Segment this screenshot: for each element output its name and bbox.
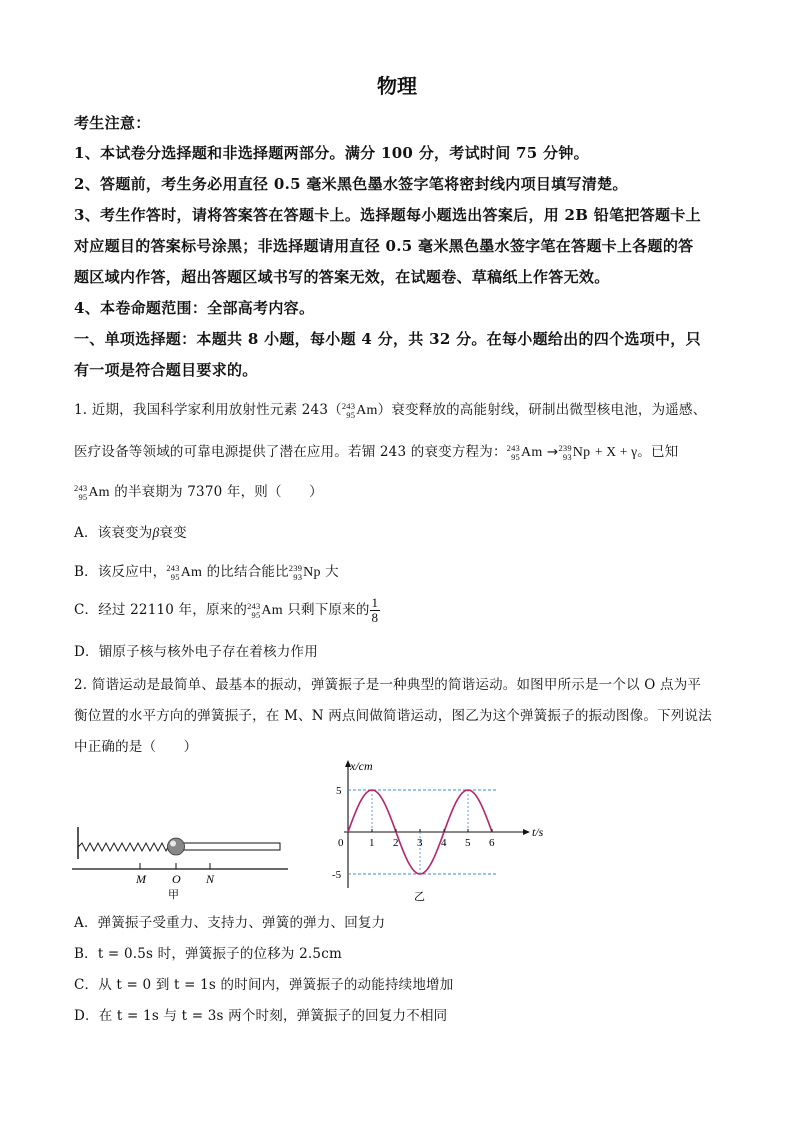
vibration-graph	[326, 756, 550, 906]
x-tick-label: 4	[441, 837, 447, 849]
label-N: N	[206, 872, 215, 886]
oscillator-ball	[168, 838, 185, 855]
caption-yi: 乙	[414, 890, 425, 903]
notice-item-3-cont1: 对应题目的答案标号涂黑；非选择题请用直径 0.5 毫米黑色墨水签字笔在答题卡上各题的答	[74, 237, 694, 255]
x-tick-label: 2	[393, 837, 399, 849]
np-nuclide: 239 93 Np	[558, 442, 591, 462]
spring	[78, 843, 174, 851]
y-axis-label: x/cm	[350, 759, 373, 773]
q1-option-c: C．经过 22110 年，原来的 243 95 Am 只剩下原来的 $\frac{1}{8}$	[74, 595, 379, 625]
q2-line1: 2. 简谐运动是最简单、最基本的振动，弹簧振子是一种典型的简谐运动。如图甲所示是一个以 O 点为平	[74, 677, 702, 693]
am-nuclide: 243 95 Am	[341, 400, 378, 420]
x-tick-label: 5	[465, 837, 471, 849]
q1-line3: 243 95 Am 的半衰期为 7370 年，则（ ）	[74, 482, 323, 502]
section-heading: 一、单项选择题：本题共 8 小题，每小题 4 分，共 32 分。在每小题给出的四个选项中，只	[74, 330, 701, 348]
notice-item-2: 2、答题前，考生务必用直径 0.5 毫米黑色墨水签字笔将密封线内项目填写清楚。	[74, 175, 628, 193]
notice-item-3-cont2: 题区域内作答，超出答题区域书写的答案无效，在试题卷、草稿纸上作答无效。	[74, 268, 610, 286]
q2-option-a: A．弹簧振子受重力、支持力、弹簧的弹力、回复力	[74, 915, 386, 931]
caption-jia: 甲	[168, 888, 179, 901]
am-nuclide: 243 95 Am	[74, 482, 110, 502]
y-tick-label: 5	[336, 785, 342, 797]
x-axis-label: t/s	[532, 825, 544, 839]
page-title: 物理	[377, 74, 417, 98]
x-tick-label: 0	[338, 837, 344, 849]
fraction: $\frac{1}{8}$	[371, 595, 379, 625]
q2-option-b: B．t = 0.5s 时，弹簧振子的位移为 2.5cm	[74, 946, 342, 962]
label-M: M	[136, 872, 146, 886]
q1-line2: 医疗设备等领域的可靠电源提供了潜在应用。若镅 243 的衰变方程为： 243 95 Am → 239 93 Np + X + γ。已知	[74, 442, 679, 462]
label-O: O	[172, 872, 181, 886]
q2-option-c: C．从 t = 0 到 t = 1s 的时间内，弹簧振子的动能持续地增加	[74, 977, 454, 993]
x-axis-arrow-icon	[523, 829, 530, 835]
notice-item-1: 1、本试卷分选择题和非选择题两部分。满分 100 分，考试时间 75 分钟。	[74, 144, 589, 162]
spring-oscillator-figure	[70, 825, 300, 905]
x-tick-label: 3	[417, 837, 423, 849]
x-tick-label: 1	[369, 837, 375, 849]
q2-line3: 中正确的是（ ）	[74, 739, 198, 755]
q1-option-b: B．该反应中， 243 95 Am 的比结合能比 239 93 Np 大	[74, 562, 339, 582]
q1-option-a: A．该衰变为β衰变	[74, 525, 187, 541]
am-nuclide: 243 95 Am	[506, 442, 543, 462]
q1-line1: 1. 近期，我国科学家利用放射性元素 243（ 243 95 Am）衰变释放的高能射线，研制出微型核电池，为遥感、	[74, 400, 707, 420]
notice-item-4: 4、本卷命题范围：全部高考内容。	[74, 299, 315, 317]
x-tick-label: 6	[489, 837, 495, 849]
q1-option-d: D．镅原子核与核外电子存在着核力作用	[74, 644, 318, 660]
q2-line2: 衡位置的水平方向的弹簧振子，在 M、N 两点间做简谐运动，图乙为这个弹簧振子的振动图像。下列说法	[74, 708, 712, 724]
q2-option-d: D．在 t = 1s 与 t = 3s 两个时刻，弹簧振子的回复力不相同	[74, 1008, 448, 1024]
section-heading-cont: 有一项是符合题目要求的。	[74, 361, 258, 379]
y-tick-label: -5	[332, 869, 342, 881]
notice-item-3: 3、考生作答时，请将答案答在答题卡上。选择题每小题选出答案后，用 2B 铅笔把答题卡上	[74, 206, 701, 224]
arrow-icon: →	[546, 444, 559, 460]
notice-heading: 考生注意：	[74, 114, 151, 132]
